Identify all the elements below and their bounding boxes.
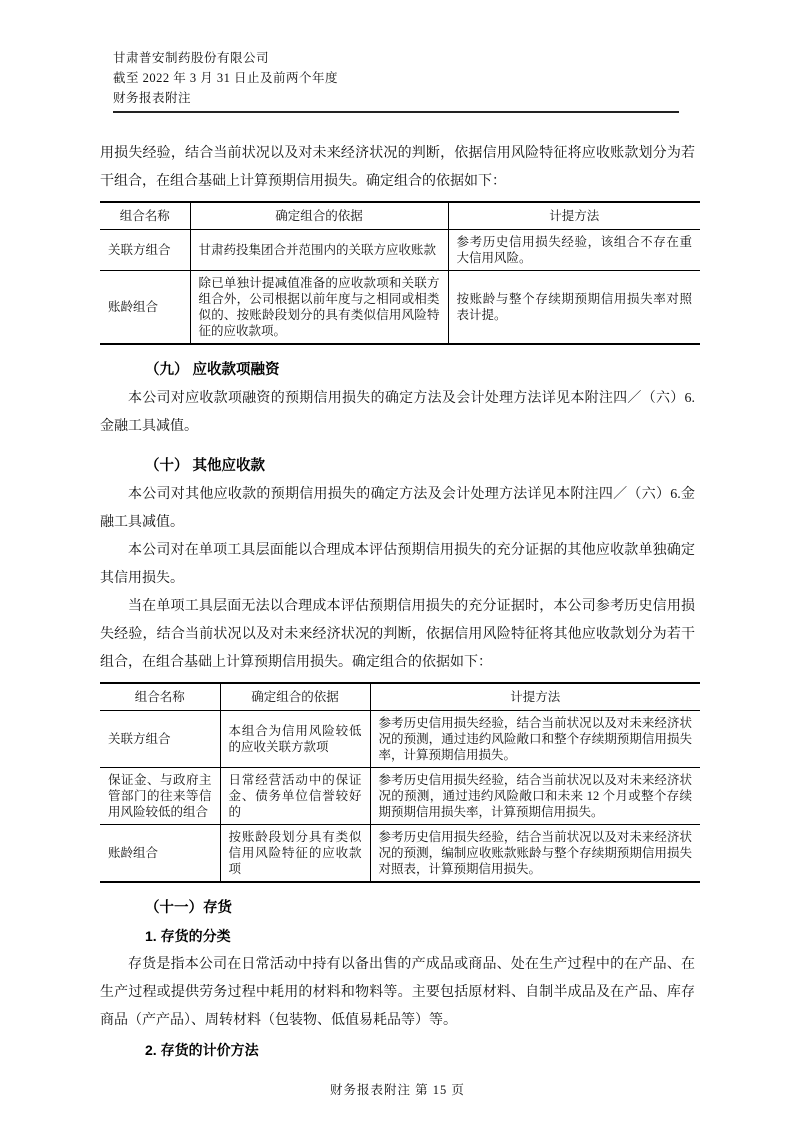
other-receivables-paragraph-3: 当在单项工具层面无法以合理成本评估预期信用损失的充分证据时，本公司参考历史信用损失经验，结合当前状况以及对未来经济状况的判断，依据信用风险特征将其他应收款划分为若干组合，在组合基础上计算预期信用损失。确定组合的依据如下： <box>100 599 695 670</box>
table-row <box>100 825 700 883</box>
column-header-group-basis: 确定组合的依据 <box>220 683 370 711</box>
other-receivables-paragraph-2: 本公司对在单项工具层面能以合理成本评估预期信用损失的充分证据的其他应收款单独确定其信用损失。 <box>100 543 695 586</box>
column-header-provision-method: 计提方法 <box>370 683 700 711</box>
table-cell: 账龄组合 <box>100 825 220 883</box>
table-cell: 本组合为信用风险较低的应收关联方款项 <box>220 711 370 768</box>
page-footer <box>100 1081 695 1099</box>
table-row <box>100 711 700 768</box>
column-header-group-name: 组合名称 <box>100 202 190 230</box>
table-header-row <box>100 202 700 230</box>
report-period: 截至 2022 年 3 月 31 日止及前两个年度 <box>113 71 339 85</box>
continuation-paragraph: 用损失经验，结合当前状况以及对未来经济状况的判断，依据信用风险特征将应收账款划分为若干组合，在组合基础上计算预期信用损失。确定组合的依据如下： <box>100 146 695 189</box>
table-row <box>100 230 700 271</box>
table-row <box>100 768 700 825</box>
table-cell: 日常经营活动中的保证金、债务单位信誉较好的 <box>220 768 370 825</box>
document-title: 财务报表附注 <box>113 91 192 105</box>
column-header-group-name: 组合名称 <box>100 683 220 711</box>
table-cell: 按账龄与整个存续期预期信用损失率对照表计提。 <box>448 271 700 345</box>
other-receivables-grouping-table <box>100 682 700 883</box>
table-cell: 除已单独计提减值准备的应收款项和关联方组合外，公司根据以前年度与之相同或相类似的、按账龄段划分的具有类似信用风险特征的应收款项。 <box>190 271 448 345</box>
receivables-grouping-table <box>100 201 700 345</box>
table-cell: 关联方组合 <box>100 230 190 271</box>
table-row <box>100 271 700 345</box>
table-header-row <box>100 683 700 711</box>
subsection-heading-inventory-classification: 1. 存货的分类 <box>145 928 231 944</box>
table-cell: 甘肃药投集团合并范围内的关联方应收账款 <box>190 230 448 271</box>
inventory-classification-paragraph: 存货是指本公司在日常活动中持有以备出售的产成品或商品、处在生产过程中的在产品、在生产过程或提供劳务过程中耗用的材料和物料等。主要包括原材料、自制半成品及在产品、库存商品（产产品）、周转材料（包装物、低值易耗品等）等。 <box>100 957 695 1028</box>
table-cell: 按账龄段划分具有类似信用风险特征的应收款项 <box>220 825 370 883</box>
receivables-financing-paragraph: 本公司对应收款项融资的预期信用损失的确定方法及会计处理方法详见本附注四／（六）6.金融工具减值。 <box>100 391 695 434</box>
column-header-group-basis: 确定组合的依据 <box>190 202 448 230</box>
section-heading-other-receivables: （十） 其他应收款 <box>145 458 266 474</box>
table-cell: 参考历史信用损失经验，该组合不存在重大信用风险。 <box>448 230 700 271</box>
section-heading-receivables-financing: （九） 应收款项融资 <box>145 362 280 378</box>
column-header-provision-method: 计提方法 <box>448 202 700 230</box>
subsection-heading-inventory-valuation: 2. 存货的计价方法 <box>145 1042 259 1058</box>
table-cell: 参考历史信用损失经验，结合当前状况以及对未来经济状况的预测，编制应收账款账龄与整个存续期预期信用损失对照表，计算预期信用损失。 <box>370 825 700 883</box>
table-cell: 关联方组合 <box>100 711 220 768</box>
table-cell: 保证金、与政府主管部门的往来等信用风险较低的组合 <box>100 768 220 825</box>
document-header <box>113 48 679 113</box>
other-receivables-paragraph-1: 本公司对其他应收款的预期信用损失的确定方法及会计处理方法详见本附注四／（六）6.金融工具减值。 <box>100 487 695 530</box>
table-cell: 账龄组合 <box>100 271 190 345</box>
section-heading-inventory: （十一）存货 <box>145 900 232 916</box>
table-cell: 参考历史信用损失经验，结合当前状况以及对未来经济状况的预测，通过违约风险敞口和未来 12 个月或整个存续期预期信用损失率，计算预期信用损失。 <box>370 768 700 825</box>
table-cell: 参考历史信用损失经验，结合当前状况以及对未来经济状况的预测，通过违约风险敞口和整个存续期预期信用损失率，计算预期信用损失。 <box>370 711 700 768</box>
page-number-label: 财务报表附注 第 15 页 <box>330 1083 465 1097</box>
content-area <box>0 48 695 1099</box>
company-name: 甘肃普安制药股份有限公司 <box>113 51 270 65</box>
